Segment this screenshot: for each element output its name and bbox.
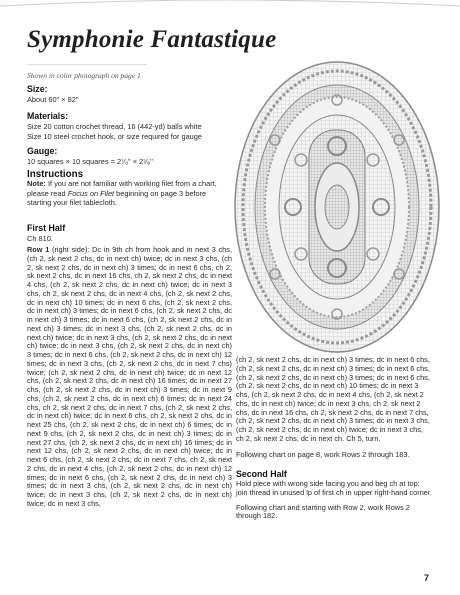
first-half-heading: First Half: [27, 223, 66, 233]
note-label: Note:: [27, 179, 46, 189]
row-1-text: Dc in 9th ch from hook and in next 3 chs, (ch 2, sk next 2 chs, dc in next ch) twice; dc in next 3 chs, (ch 2, sk next 2 chs, dc in next ch) 3 times; dc in next 6 chs, ch 2, sk next 2 chs, dc in next 16 chs, ch 2, sk next 2 chs, dc in next 4 chs, (ch 2, sk next 2 chs, dc in next ch) twice; dc in next 3 chs, ch 2, sk next 2 chs, dc in next 4 chs, (ch 2, sk next 2 chs, dc in next ch) 10 times; dc in next 6 chs, (ch 2, sk next 2 chs, dc in next ch) 3 times; dc in next 6 chs, (ch 2, sk next 2 chs, dc in next ch) 3 times; dc in next 6 chs, (ch 2, sk next 2 chs, dc in next ch) 3 times; dc in next 3 chs, (ch 2, sk next 2 chs, dc in next ch) twice; dc in next 3 chs, (ch 2, sk next 2 chs, dc in next ch) twice; dc in next 3 chs, (ch 2, sk next 2 chs, dc in next ch) 3 times; dc in next 6 chs, (ch 2, sk next 2 chs, dc in next ch) 12 times; dc in next 3 chs, (ch 2, sk next 2 chs, dc in next 7 chs) twice; (ch 2, sk next 2 chs, dc in next ch) twice; dc in next 12 chs, (ch 2, sk next 2 chs, dc in next ch) 16 times; dc in next 27 chs, (ch 2, sk next 2 chs, dc in next ch) 3 times; dc in next 9 chs, (ch 2, sk next 2 chs, dc in next ch) 6 times; dc in next 24 chs, ch 2, sk next 2 chs, dc in next 7 chs, (ch 2, sk next 2 chs, dc in next ch) twice; dc in next 6 chs, ch 2, sk next 2 chs, dc in next 25 chs, (ch 2, sk next 2 chs, dc in next ch) 6 times; dc in next 9 chs, (ch 2, sk next 2 chs, dc in next ch) 3 times; dc in next 27 chs, (ch 2, sk next 2 chs, dc in next ch) 16 times; dc in next 12 chs, (ch 2, sk next 2 chs, dc in next ch) twice; dc in next 6 chs, (ch 2, sk next 2 chs, dc in next 7 chs, ch 2, sk next 2 chs, dc in next 4 chs, (ch 2, sk next 2 chs, dc in next ch) 12 times; dc in next 6 chs, (ch 2, sk next 2 chs, dc in next ch) 3 times; dc in next 3 chs, (ch 2, sk next 2 chs, dc in next ch) twice; dc in next 3 chs, (ch 2, sk next 2 chs, dc in next ch) twice; dc in next 3 chs,: [27, 245, 232, 508]
first-half-heading-block: [27, 224, 232, 244]
page-number: 7: [424, 573, 430, 583]
row-1-instructions: [27, 246, 232, 509]
materials-section: [27, 112, 232, 141]
row-1-continued-text: (ch 2, sk next 2 chs, dc in next ch) 3 times; dc in next 6 chs, (ch 2, sk next 2 chs, dc in next ch) 3 times; dc in next 6 chs, (ch 2, sk next 2 chs, dc in next ch) 3 times; dc in next 6 chs, (ch 2, sk next 2 chs, dc in next ch) 10 times; dc in next 3 chs, (ch 2, sk next 2 chs, dc in next 4 chs, (ch 2, sk next 2 chs, dc in next ch) twice; dc in next 3 chs, ch 2, sk next 2 chs, dc in next 16 chs, ch 2, sk next 2 chs, dc in next 7 chs, (ch 2, sk next 2 chs, dc in next ch) 3 times; dc in next 3 chs, (ch 2, sk next 2 chs, dc in next ch) twice; dc in next 3 chs, ch 2, sk next 2 chs, dc in next ch. Ch 5, turn.: [236, 355, 430, 443]
following-chart-note: Following chart on page 8, work Rows 2 through 183.: [236, 449, 410, 459]
instructions-heading: Instructions: [27, 169, 84, 180]
note-end: beginning on page 3 before starting your filet tablecloth.: [27, 188, 207, 208]
second-half-text: Hold piece with wrong side facing you and beg ch at top; join thread in unused lp of first ch in upper right-hand corner.: [236, 479, 432, 497]
size-section: [27, 85, 232, 105]
gauge-section: [27, 147, 232, 167]
gauge-heading: Gauge:: [27, 146, 58, 156]
gauge-text: 10 squares × 10 squares = 2⁷⁄₈" × 2⁷⁄₈": [27, 157, 153, 167]
second-half-heading: Second Half: [236, 469, 287, 480]
note-text: If you are not familiar with working filet from a chart, please read: [27, 179, 217, 198]
row-1-label: Row 1: [27, 245, 50, 254]
materials-heading: Materials:: [27, 111, 69, 121]
note-reference: Focus on Filet: [67, 188, 115, 198]
size-text: About 60" × 82": [27, 95, 79, 105]
materials-line-1: Size 20 cotton crochet thread, 16 (442-yd) balls white: [27, 122, 202, 132]
title-divider: [27, 64, 147, 65]
tablecloth-illustration: [233, 60, 441, 355]
size-heading: Size:: [27, 84, 48, 94]
page-title: Symphonie Fantastique: [27, 26, 277, 53]
materials-line-2: Size 10 steel crochet hook, or size required for gauge: [27, 131, 203, 141]
photo-reference: Shown in color photograph on page 1: [27, 71, 141, 80]
row-1-side: (right side):: [52, 245, 90, 254]
second-half-following-note: Following chart and starting with Row 2, work Rows 2 through 182.: [236, 502, 410, 521]
instructions-section: [27, 170, 232, 208]
header-curve: [0, 0, 460, 20]
row-1-continuation: [236, 356, 432, 521]
first-half-chain: Ch 810.: [27, 234, 53, 244]
instructions-note: [27, 179, 232, 207]
